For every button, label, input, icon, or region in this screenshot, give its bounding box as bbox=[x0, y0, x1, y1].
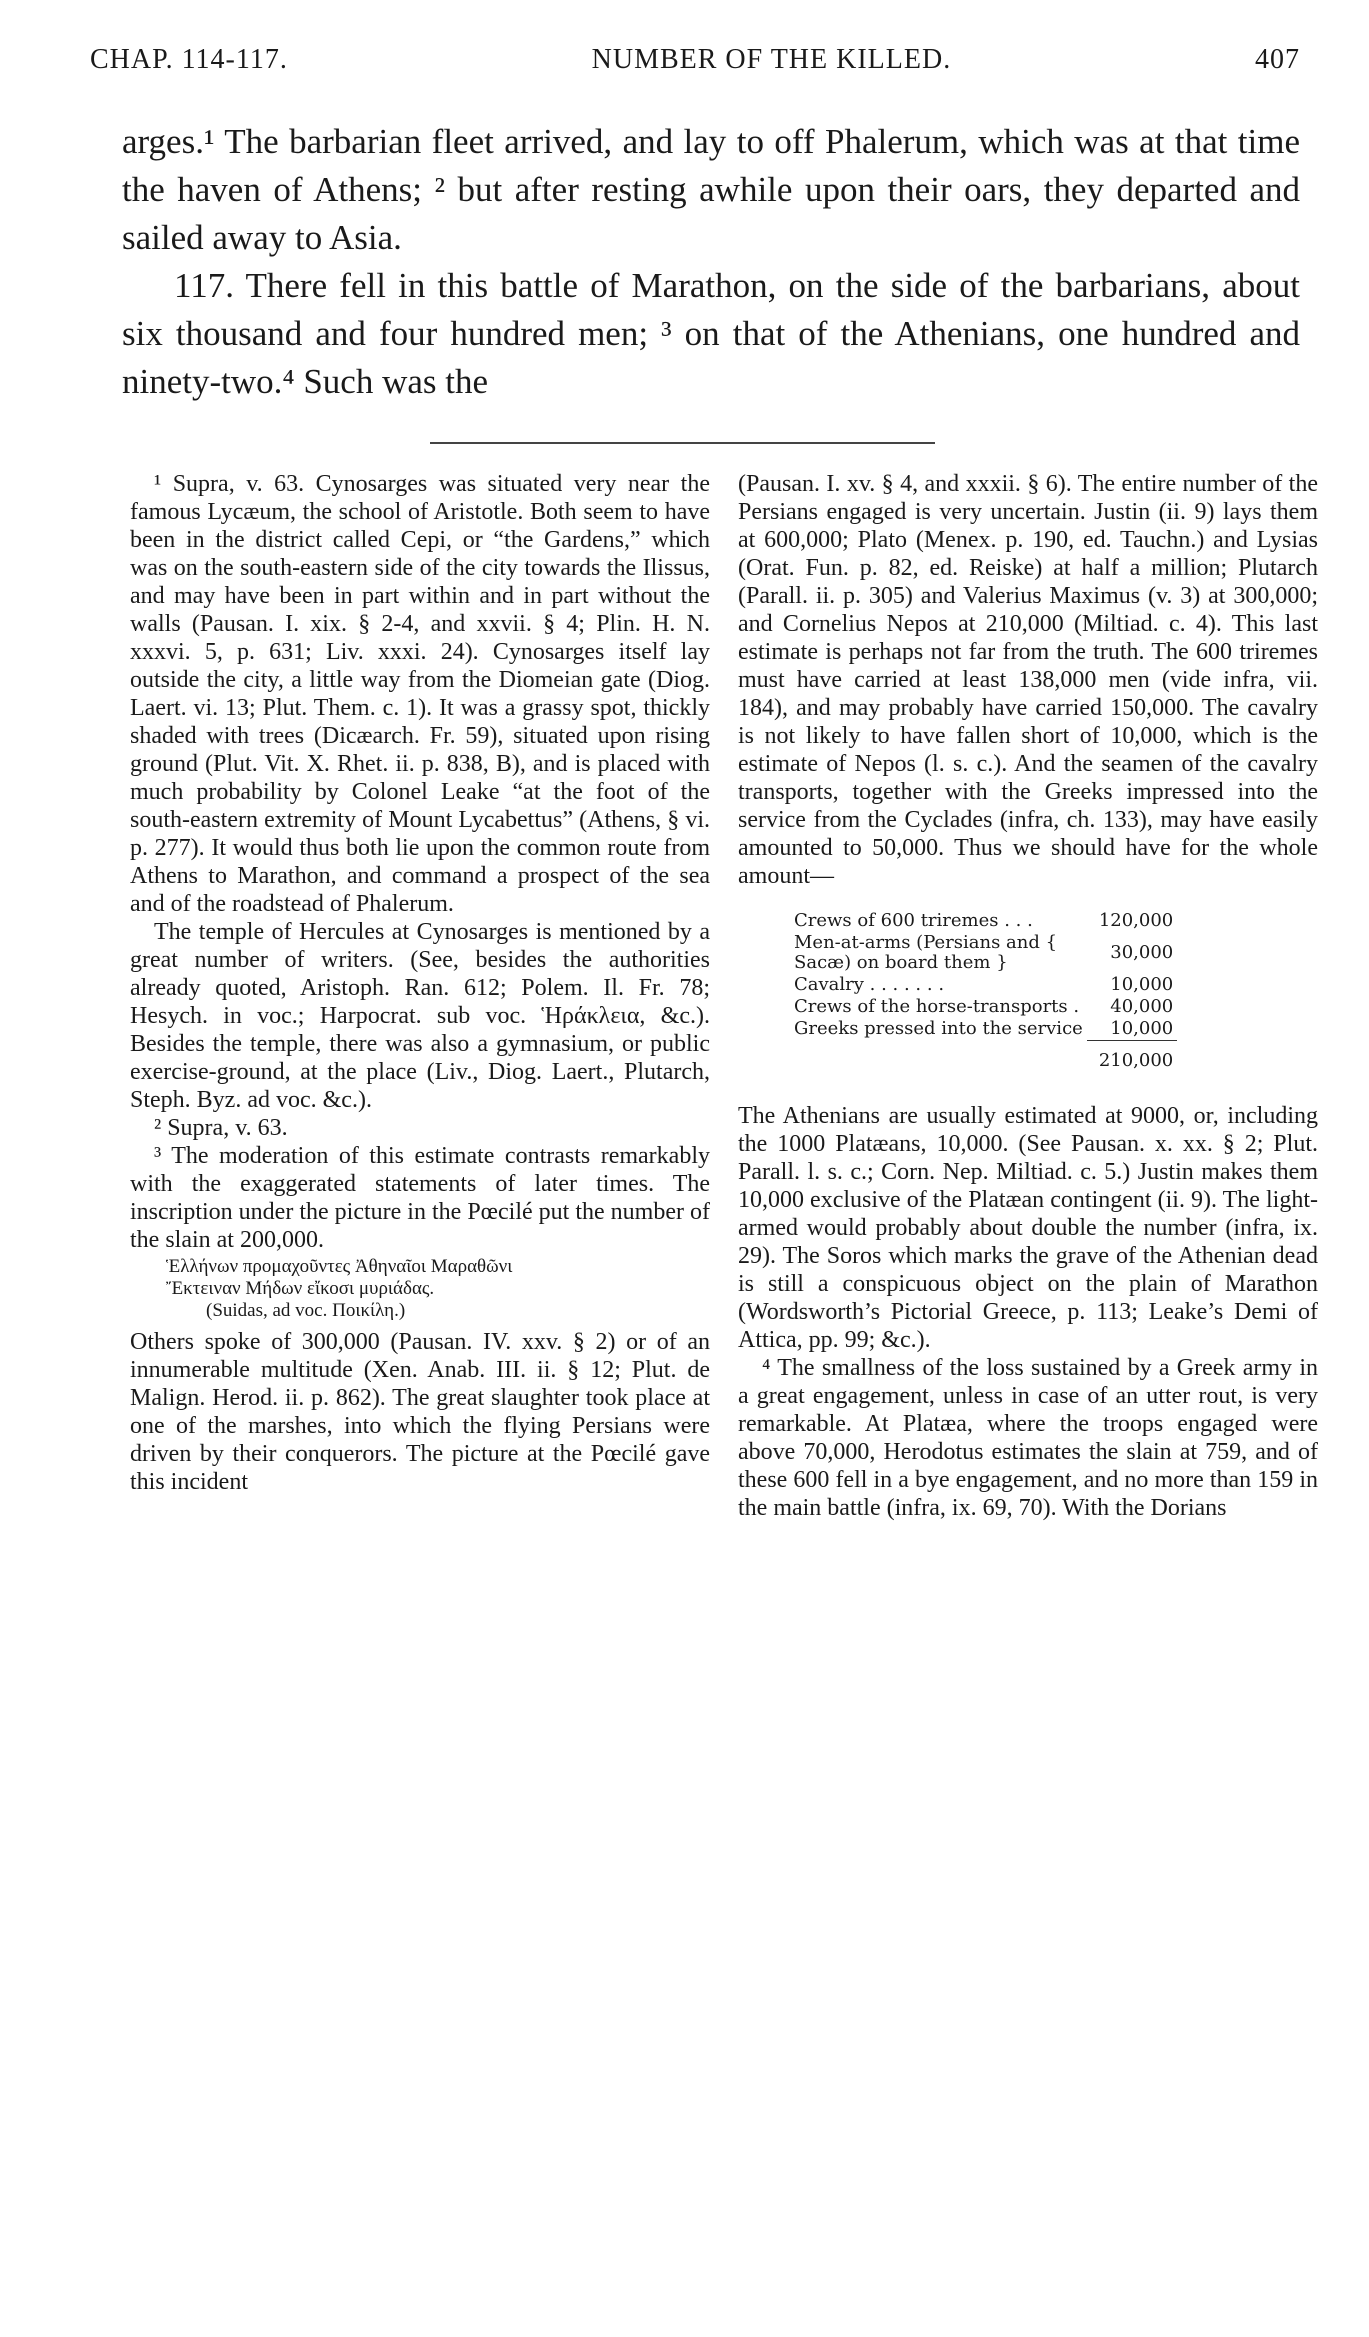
greek-line-2: Ἔκτειναν Μήδων εἴκοσι μυριάδας. bbox=[166, 1278, 435, 1299]
greek-inscription bbox=[130, 1256, 710, 1322]
table-row bbox=[790, 996, 1177, 1018]
footnote-divider bbox=[430, 442, 935, 444]
table-row bbox=[790, 1018, 1177, 1041]
page-title: NUMBER OF THE KILLED. bbox=[591, 44, 952, 75]
table-total: 210,000 bbox=[1087, 1041, 1177, 1073]
footnote-1-continued: The temple of Hercules at Cynosarges is mentioned by a great number of writers. (See, besides the authorities already quoted, Aristoph. Ran. 612; Polem. Il. Fr. 78; Hesych. in voc.; Harpocrat. sub voc. Ἡράκλεια, &c.). Besides the temple, there was also a gymnasium, or public exercise-ground, at the place (Liv., Diog. Laert., Plutarch, Steph. Byz. ad voc. &c.). bbox=[130, 919, 710, 1113]
table-row bbox=[790, 910, 1177, 932]
brace-icon: } bbox=[996, 952, 1008, 973]
main-paragraph-1: arges.¹ The barbarian fleet arrived, and lay to off Phalerum, which was at that time the haven of Athens; ² but after resting awhile upon their oars, they departed and sailed away to Asia. bbox=[122, 122, 1300, 257]
row-label-line-1: Men-at-arms (Persians and bbox=[794, 932, 1040, 953]
footnote-4: ⁴ The smallness of the loss sustained by a Greek army in a great engagement, unless in case of an utter rout, is very remarkable. At Platæa, where the troops engaged were above 70,000, Herodotus estimates the slain at 759, and of these 600 fell in a bye engagement, and no more than 159 in the main battle (infra, ix. 69, 70). With the Dorians bbox=[738, 1355, 1318, 1521]
page-number: 407 bbox=[1255, 44, 1300, 75]
row-label: Cavalry . . . . . . . bbox=[794, 974, 945, 995]
footnote-3: ³ The moderation of this estimate contrasts remarkably with the exaggerated statements of later times. The inscription under the picture in the Pœcilé put the number of the slain at 200,000. bbox=[130, 1143, 710, 1253]
row-value: 10,000 bbox=[1110, 1018, 1174, 1039]
row-label-line-2: Sacæ) on board them bbox=[794, 952, 991, 973]
table-row bbox=[790, 932, 1177, 974]
footnotes-right-column bbox=[738, 470, 1318, 1522]
footnote-1: ¹ Supra, v. 63. Cynosarges was situated very near the famous Lycæum, the school of Aristotle. Both seem to have been in the district called Cepi, or “the Gardens,” which was on the south-eastern side of the city towards the Ilissus, and may have been in part within and in part without the walls (Pausan. I. xix. § 2-4, and xxvii. § 4; Plin. H. N. xxxvi. 5, p. 631; Liv. xxxi. 24). Cynosarges itself lay outside the city, a little way from the Diomeian gate (Diog. Laert. vi. 13; Plut. Them. c. 1). It was a grassy spot, thickly shaded with trees (Dicæarch. Fr. 59), situated upon rising ground (Plut. Vit. X. Rhet. ii. p. 838, B), and is placed with much probability by Colonel Leake “at the foot of the south-eastern extremity of Mount Lycabettus” (Athens, § vi. p. 277). It would thus both lie upon the common route from Athens to Marathon, and command a prospect of the sea and of the roadstead of Phalerum. bbox=[130, 471, 710, 917]
row-label: Greeks pressed into the service bbox=[794, 1018, 1083, 1039]
greek-line-1: Ἑλλήνων προμαχοῦντες Ἀθηναῖοι Μαραθῶνι bbox=[166, 1256, 513, 1277]
row-value: 30,000 bbox=[1110, 942, 1174, 963]
main-text bbox=[122, 118, 1300, 406]
row-label: Crews of 600 triremes . . . bbox=[794, 910, 1033, 931]
footnote-2: ² Supra, v. 63. bbox=[154, 1115, 288, 1141]
greek-source: (Suidas, ad voc. Ποικίλη.) bbox=[206, 1300, 406, 1321]
table-total-row bbox=[790, 1041, 1177, 1073]
row-label: Crews of the horse-transports . bbox=[794, 996, 1080, 1017]
main-paragraph-2: 117. There fell in this battle of Marathon, on the side of the barbarians, about six thousand and four hundred men; ³ on that of the Athenians, one hundred and ninety-two.⁴ Such was the bbox=[122, 266, 1300, 401]
brace-icon: { bbox=[1045, 932, 1058, 953]
footnote-1-right: (Pausan. I. xv. § 4, and xxxii. § 6). The entire number of the Persians engaged is very uncertain. Justin (ii. 9) lays them at 600,000; Plato (Menex. p. 190, ed. Tauchn.) and Lysias (Orat. Fun. p. 82, ed. Reiske) at half a million; Plutarch (Parall. ii. p. 305) and Valerius Maximus (v. 3) at 300,000; and Cornelius Nepos at 210,000 (Miltiad. c. 4). This last estimate is perhaps not far from the truth. The 600 triremes must have carried at least 138,000 men (vide infra, vii. 184), and may probably have carried 150,000. The cavalry is not likely to have fallen short of 10,000, which is the estimate of Nepos (l. s. c.). And the seamen of the cavalry transports, together with the Greeks impressed into the service from the Cyclades (infra, ch. 133), may have easily amounted to 50,000. Thus we should have for the whole amount— bbox=[738, 471, 1318, 889]
row-value: 120,000 bbox=[1098, 910, 1174, 931]
running-head bbox=[90, 44, 1300, 76]
footnotes-left-column bbox=[130, 470, 710, 1496]
row-label bbox=[790, 932, 1087, 974]
chapter-reference: CHAP. 114-117. bbox=[90, 44, 288, 75]
table-row bbox=[790, 974, 1177, 996]
persian-forces-table bbox=[790, 910, 1177, 1072]
row-value: 40,000 bbox=[1110, 996, 1174, 1017]
footnote-3-right: The Athenians are usually estimated at 9000, or, including the 1000 Platæans, 10,000. (See Pausan. x. xx. § 2; Plut. Parall. l. s. c.; Corn. Nep. Miltiad. c. 5.) Justin makes them 10,000 exclusive of the Platæan contingent (ii. 9). The light-armed would probably about double the number (infra, ix. 29). The Soros which marks the grave of the Athenian dead is still a conspicuous object on the plain of Marathon (Wordsworth’s Pictorial Greece, p. 113; Leake’s Demi of Attica, pp. 99; &c.). bbox=[738, 1103, 1318, 1353]
footnote-3-continued: Others spoke of 300,000 (Pausan. IV. xxv. § 2) or of an innumerable multitude (Xen. Anab. III. ii. § 12; Plut. de Malign. Herod. ii. p. 862). The great slaughter took place at one of the marshes, into which the flying Persians were driven by their conquerors. The picture at the Pœcilé gave this incident bbox=[130, 1329, 710, 1495]
row-value: 10,000 bbox=[1110, 974, 1174, 995]
